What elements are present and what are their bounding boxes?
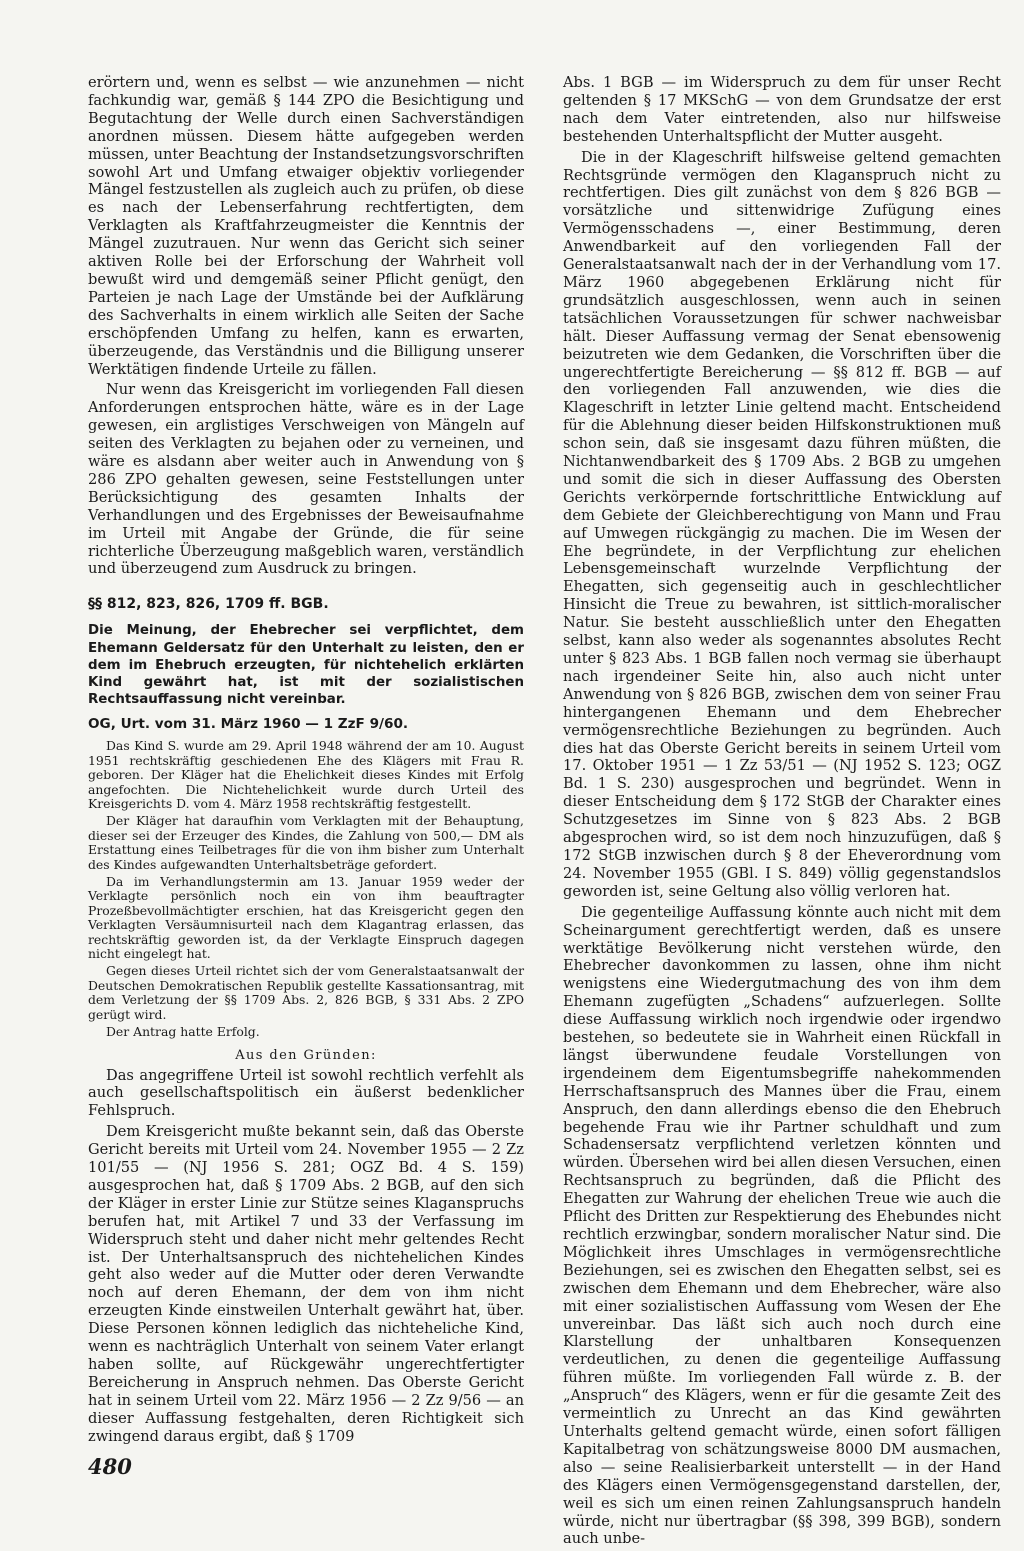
paragraph: Die in der Klageschrift hilfsweise geltend gemachten Rechtsgründe vermögen den Klaganspruch nicht zu rechtfertigen. Dies gilt zunächst von dem § 826 BGB — vorsätzliche und sittenwidrige Zufügung eines Vermögensschadens —, einer Bestimmung, deren Anwendbarkeit auf den vorliegenden Fall der Generalstaatsanwalt nach der in der Verhandlung vom 17. März 1960 abgegebenen Erklärung nicht für grundsätzlich ausgeschlossen, wenn auch in seinen tatsächlichen Voraussetzungen für schwer nachweisbar hält. Dieser Auffassung vermag der Senat ebensowenig beizutreten wie dem Gedanken, die Vorschriften über die ungerechtfertigte Bereicherung — §§ 812 ff. BGB — auf den vorliegenden Fall anzuwenden, wie dies die Klageschrift in letzter Linie geltend macht. Entscheidend für die Ablehnung dieser beiden Hilfskonstruktionen muß schon sein, daß sie insgesamt dazu führen müßten, die Nichtanwendbarkeit des § 1709 Abs. 2 BGB zu umgehen und somit die sich in dieser Auffassung des Obersten Gerichts verkörpernde fortschrittliche Entwicklung auf dem Gebiete der Gleichberechtigung von Mann und Frau auf Umwegen rückgängig zu machen. Die im Wesen der Ehe begründete, in der Verpflichtung zur ehelichen Lebensgemeinschaft wurzelnde Verpflichtung der Ehegatten, sich gegenseitig auch in geschlechtlicher Hinsicht die Treue zu bewahren, ist sittlich-moralischer Natur. Sie besteht ausschließlich unter den Ehegatten selbst, kann also weder als sogenanntes absolutes Recht unter § 823 Abs. 1 BGB fallen noch vermag sie überhaupt nach irgendeiner Seite hin, also auch nicht unter Anwendung von § 826 BGB, zwischen dem von seiner Frau hintergangenen Ehemann und dem Ehebrecher vermögensrechtliche Beziehungen zu begründen. Auch dies hat das Oberste Gericht bereits in seinem Urteil vom 17. Oktober 1951 — 1 Zz 53/51 — (NJ 1952 S. 123; OGZ Bd. 1 S. 230) ausgesprochen und begründet. Wenn in dieser Entscheidung dem § 172 StGB der Charakter eines Schutzgesetzes im Sinne von § 823 Abs. 2 BGB abgesprochen wird, so ist dem noch hinzuzufügen, daß § 172 StGB inzwischen durch § 8 der Eheverordnung vom 24. November 1955 (GBl. I S. 849) völlig gegenstandslos geworden ist, seine Geltung also völlig verloren hat. [563, 148, 1001, 900]
headnote: Die Meinung, der Ehebrecher sei verpflichtet, dem Ehemann Geldersatz für den Unterhalt zu leisten, den er dem im Ehebruch erzeugten, für nichtehelich erklärten Kind gewährt hat, ist mit der sozialistischen Rechtsauffassung nicht vereinbar. [88, 623, 524, 708]
grounds-heading: Aus den Gründen: [235, 1047, 377, 1063]
case-facts [88, 739, 524, 1039]
paragraph: Die gegenteilige Auffassung könnte auch nicht mit dem Scheinargument gerechtfertigt werden, daß es unsere werktätige Bevölkerung nicht verstehen würde, den Ehebrecher davonkommen zu lassen, ohne ihm nicht wenigstens eine Wiedergutmachung des von ihm dem Ehemann zugefügten „Schadens“ aufzuerlegen. Sollte diese Auffassung wirklich noch irgendwie oder irgendwo bestehen, so bedeutete sie in Wahrheit einen Rückfall in längst überwundene feudale Vorstellungen von irgendeinem dem Eigentumsbegriffe nahekommenden Herrschaftsanspruch des Mannes über die Frau, einem Anspruch, den dann allerdings ebenso die den Ehebruch begehende Frau wie ihr Partner schuldhaft und zum Schadensersatz verpflichtend verletzen könnten und würden. Übersehen wird bei allen diesen Versuchen, einen Rechtsanspruch zu begründen, daß die Pflicht des Ehegatten zur Wahrung der ehelichen Treue wie auch die Pflicht des Dritten zur Respektierung des Ehebundes nicht rechtlich erzwingbar, sondern moralischer Natur sind. Die Möglichkeit ihres Umschlages in vermögensrechtliche Beziehungen, sei es zwischen den Ehegatten selbst, sei es zwischen dem Ehemann und dem Ehebrecher, wäre also mit einer sozialistischen Auffassung vom Wesen der Ehe unvereinbar. Das läßt sich auch noch durch eine Klarstellung der unhaltbaren Konsequenzen verdeutlichen, zu denen die gegenteilige Auffassung führen müßte. Im vorliegenden Fall würde z. B. der „Anspruch“ des Klägers, wenn er für die gesamte Zeit des vermeintlich zu Unrecht an das Kind gewährten Unterhalts geltend gemacht würde, einen sofort fälligen Kapitalbetrag von schätzungsweise 8000 DM ausmachen, also — seine Realisierbarkeit unterstellt — in der Hand des Klägers einen Vermögensgegenstand darstellen, der, weil es sich um einen reinen Zahlungsanspruch handeln würde, nicht nur übertragbar (§§ 398, 399 BGB), sondern auch unbe- [563, 903, 1001, 1548]
paragraph: Dem Kreisgericht mußte bekannt sein, daß das Oberste Gericht bereits mit Urteil vom 24. November 1955 — 2 Zz 101/55 — (NJ 1956 S. 281; OGZ Bd. 4 S. 159) ausgesprochen hat, daß § 1709 Abs. 2 BGB, auf den sich der Kläger in erster Linie zur Stütze seines Klaganspruchs berufen hat, mit Artikel 7 und 33 der Verfassung im Widerspruch steht und daher nicht mehr geltendes Recht ist. Der Unterhaltsanspruch des nichtehelichen Kindes geht also weder auf die Mutter oder deren Verwandte noch auf deren Ehemann, der dem von ihm nicht erzeugten Kinde einstweilen Unterhalt gewährt hat, über. Diese Personen können lediglich das nichteheliche Kind, wenn es nachträglich Unterhalt von seinem Vater erlangt haben sollte, auf Rückgewähr ungerechtfertigter Bereicherung in Anspruch nehmen. Das Oberste Gericht hat in seinem Urteil vom 22. März 1956 — 2 Zz 9/56 — an dieser Auffassung festgehalten, deren Richtigkeit sich zwingend daraus ergibt, daß § 1709 [88, 1123, 524, 1445]
paragraph: Der Antrag hatte Erfolg. [106, 1024, 260, 1040]
left-opening-section [88, 74, 524, 578]
left-column [88, 74, 524, 1449]
paragraph: Das Kind S. wurde am 29. April 1948 während der am 10. August 1951 rechtskräftig geschiedenen Ehe des Klägers mit Frau R. geboren. Der Kläger hat die Ehelichkeit dieses Kindes mit Erfolg angefochten. Die Nichtehelichkeit wurde durch Urteil des Kreisgerichts D. vom 4. März 1958 rechtskräftig festgestellt. [88, 738, 524, 812]
grounds-text [88, 1067, 524, 1446]
paragraph: Der Kläger hat daraufhin vom Verklagten mit der Behauptung, dieser sei der Erzeuger des Kindes, die Zahlung von 500,— DM als Erstattung eines Teilbetrages für die von ihm bisher zum Unterhalt des Kindes aufgewandten Unterhaltsbeträge gefordert. [88, 813, 524, 872]
paragraph: Da im Verhandlungstermin am 13. Januar 1959 weder der Verklagte persönlich noch ein von ihm beauftragter Prozeßbevollmächtigter erschien, hat das Kreisgericht gegen den Verklagten Versäumnisurteil nach dem Klagantrag erlassen, das rechtskräftig geworden ist, da der Verklagte Einspruch dagegen nicht eingelegt hat. [88, 874, 524, 962]
paragraph: erörtern und, wenn es selbst — wie anzunehmen — nicht fachkundig war, gemäß § 144 ZPO die Besichtigung und Begutachtung der Welle durch einen Sachverständigen anordnen müssen. Diesem hätte aufgegeben werden müssen, unter Beachtung der Instandsetzungsvorschriften sowohl Art und Umfang etwaiger objektiv vorliegender Mängel festzustellen als zugleich auch zu prüfen, ob diese es nach der Lebenserfahrung rechtfertigten, dem Verklagten als Kraftfahrzeugmeister die Kenntnis der Mängel zuzutrauen. Nur wenn das Gericht sich seiner aktiven Rolle bei der Erforschung der Wahrheit voll bewußt wird und demgemäß seiner Pflicht genügt, den Parteien je nach Lage der Umstände bei der Aufklärung des Sachverhalts in einem wirklich alle Seiten der Sache erschöpfenden Umfang zu helfen, kann es erwarten, überzeugende, das Verständnis und die Billigung unserer Werktätigen findende Urteile zu fällen. [88, 74, 524, 378]
right-column [563, 74, 1001, 1551]
paragraph: Das angegriffene Urteil ist sowohl rechtlich verfehlt als auch gesellschaftspolitisch ein äußerst bedenklicher Fehlspruch. [88, 1066, 524, 1120]
court-citation: OG, Urt. vom 31. März 1960 — 1 ZzF 9/60. [88, 716, 409, 733]
right-text [563, 74, 1001, 1548]
paragraph: Nur wenn das Kreisgericht im vorliegenden Fall diesen Anforderungen entsprochen hätte, wäre es in der Lage gewesen, ein arglistiges Verschweigen von Mängeln auf seiten des Verklagten zu bejahen oder zu verneinen, und wäre es alsdann aber weiter auch in Anwendung von § 286 ZPO gehalten gewesen, seine Feststellungen unter Berücksichtigung des gesamten Inhalts der Verhandlungen und des Ergebnisses der Beweisaufnahme im Urteil mit Angabe der Gründe, die für seine richterliche Überzeugung maßgeblich waren, verständlich und überzeugend zum Ausdruck zu bringen. [88, 381, 524, 578]
section-heading: §§ 812, 823, 826, 1709 ff. BGB. [88, 596, 329, 613]
page-number: 480 [88, 1454, 132, 1479]
paragraph: Abs. 1 BGB — im Widerspruch zu dem für unser Recht geltenden § 17 MKSchG — von dem Grundsatze der erst nach dem Vater eintretenden, also nur hilfsweise bestehenden Unterhaltspflicht der Mutter ausgeht. [563, 74, 1001, 145]
paragraph: Gegen dieses Urteil richtet sich der vom Generalstaatsanwalt der Deutschen Demokratischen Republik gestellte Kassationsantrag, mit dem Verletzung der §§ 1709 Abs. 2, 826 BGB, § 331 Abs. 2 ZPO gerügt wird. [88, 963, 524, 1022]
